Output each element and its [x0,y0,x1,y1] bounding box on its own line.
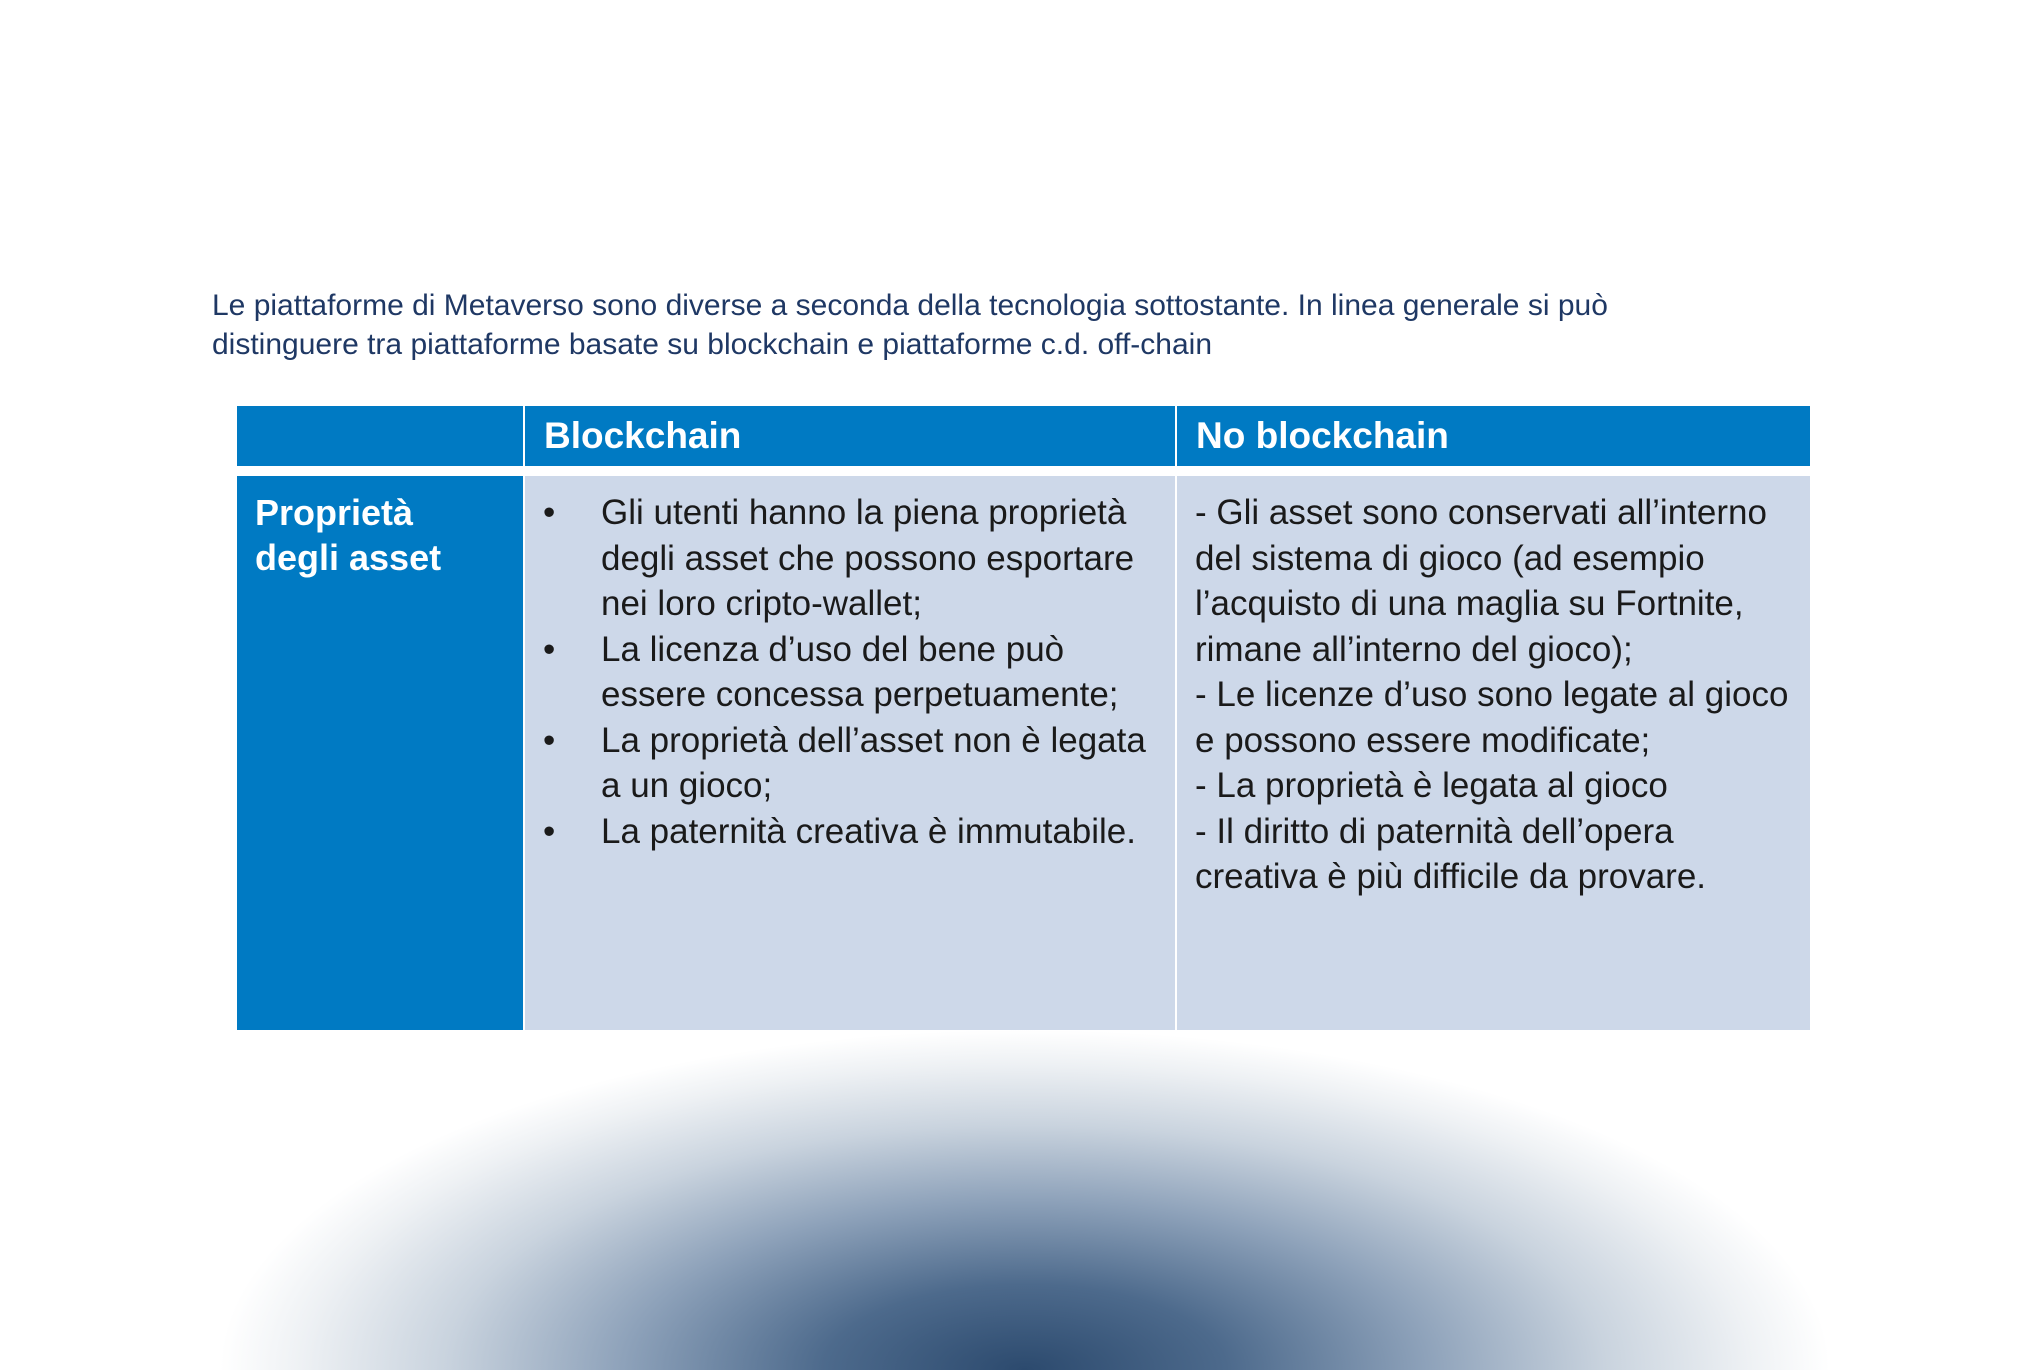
blockchain-cell [525,476,1175,1030]
header-no-blockchain: No blockchain [1177,406,1810,466]
intro-line: Le piattaforme di Metaverso sono diverse a seconda della tecnologia sottostante. In linea generale si può [212,289,1608,322]
bullet-icon: • [543,493,556,532]
header-empty-cell [237,406,523,466]
decorative-gradient-arc [220,1030,1830,1370]
row-label: Proprietà degli asset [237,476,523,1030]
bullet-icon: • [543,720,556,760]
item-text: La proprietà dell’asset non è legata a un gioco; [601,720,1146,805]
header-blockchain: Blockchain [525,406,1175,466]
bullet-icon: • [543,629,556,669]
bullet-icon: • [543,811,556,851]
item-text: La licenza d’uso del bene può essere concessa perpetuamente; [601,629,1119,714]
list-item [543,809,1157,855]
item-text: La paternità creativa è immutabile. [601,811,1136,851]
item-text: Gli utenti hanno la piena proprietà degli asset che possono esportare nei loro cripto-wallet; [601,493,1135,623]
list-item: - Gli asset sono conservati all’interno del sistema di gioco (ad esempio l’acquisto di una maglia su Fortnite, rimane all’interno del gioco); [1195,493,1767,669]
list-item: - Il diritto di paternità dell’opera creativa è più difficile da provare. [1195,811,1707,896]
intro-line: distinguere tra piattaforme basate su blockchain e piattaforme c.d. off-chain [212,328,1213,361]
list-item: - Le licenze d’uso sono legate al gioco e possono essere modificate; [1195,675,1789,760]
intro-paragraph [212,286,1852,364]
list-item [543,718,1157,809]
list-item [543,627,1157,718]
no-blockchain-cell [1177,476,1810,1030]
list-item [543,490,1157,627]
list-item: - La proprietà è legata al gioco [1195,766,1668,805]
